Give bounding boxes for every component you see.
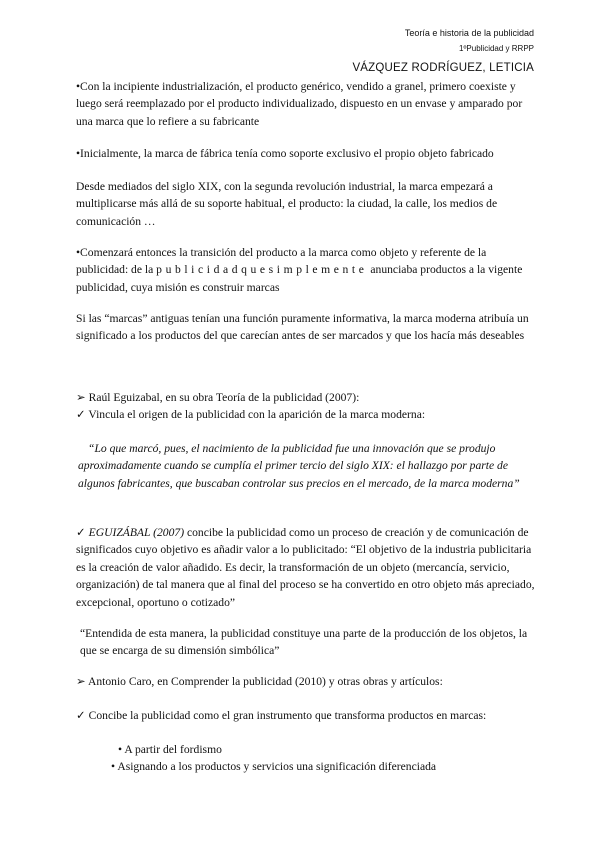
paragraph-caro-intro: ➢ Antonio Caro, en Comprender la publicidad (2010) y otras obras y artículos:	[76, 675, 443, 688]
paragraph-eguizabal-intro: ➢ Raúl Eguizabal, en su obra Teoría de la publicidad (2007):	[76, 391, 360, 404]
paragraph-factory-brand: •Inicialmente, la marca de fábrica tenía como soporte exclusivo el propio objeto fabricado	[76, 147, 494, 160]
paragraph-old-brands: Si las “marcas” antiguas tenían una función puramente informativa, la marca moderna atribuía un significado a los productos del que carecían antes de ser marcados y que los hacía más deseables	[76, 312, 529, 343]
header-course: Teoría e historia de la publicidad	[404, 28, 534, 38]
transition-spaced-text: publicidadquesimplemente	[156, 263, 368, 277]
quote-symbolic-dimension: “Entendida de esta manera, la publicidad constituye una parte de la producción de los objetos, la que se encarga de su dimensión simbólica”	[80, 627, 528, 658]
quote-eguizabal: “Lo que marcó, pues, el nacimiento de la publicidad fue una innovación que se produjo aproximadamente cuando se cumplía el primer tercio del siglo XIX: el hallazgo por parte de algunos fabricantes, que buscaban controlar sus precios en el mercado, de la marca moderna”	[78, 442, 520, 490]
paragraph-nineteenth-century: Desde mediados del siglo XIX, con la segunda revolución industrial, la marca empezará a multiplicarse más allá de su soporte habitual, el producto: la ciudad, la calle, los medios de comunicación …	[76, 180, 498, 228]
citation-eguizabal: EGUIZÁBAL (2007)	[88, 526, 185, 539]
paragraph-industrialization: •Con la incipiente industrialización, el producto genérico, vendido a granel, primero coexiste y luego será reemplazado por el producto individualizado, dispuesto en un envase y amparado por una marca que lo refiere a su fabricante	[76, 80, 523, 128]
paragraph-eguizabal-definition	[76, 524, 536, 611]
paragraph-origin: ✓ Vincula el origen de la publicidad con la aparición de la marca moderna:	[76, 408, 426, 421]
header-author: VÁZQUEZ RODRÍGUEZ, LETICIA	[352, 62, 534, 74]
header-degree: 1ºPublicidad y RRPP	[459, 44, 534, 53]
checkmark-text: ✓	[76, 526, 89, 539]
definition-text: concibe la publicidad como un proceso de creación y de comunicación de significados cuyo objetivo es añadir valor a lo publicitado: “El objetivo de la industria publicitaria es la creación de valor añadido. Es decir, la transformación de un objeto (mercancía, servicio, organización) de tal manera que al final del proceso se ha convertido en otro objeto más apreciado, excepcional, oportuno o cotizado”	[76, 526, 535, 609]
paragraph-transition	[76, 244, 536, 296]
bullet-fordism: • A partir del fordismo	[118, 743, 222, 756]
transition-text-start: •Comenzará entonces la transición del producto a la marca como objeto y referente de la publicidad: de la	[76, 246, 487, 277]
paragraph-caro-concept: ✓ Concibe la publicidad como el gran instrumento que transforma productos en marcas:	[76, 709, 487, 722]
bullet-differentiated-meaning: • Asignando a los productos y servicios una significación diferenciada	[111, 760, 437, 773]
transition-text-end: anunciaba productos a la vigente publicidad, cuya misión es construir marcas	[76, 263, 523, 294]
